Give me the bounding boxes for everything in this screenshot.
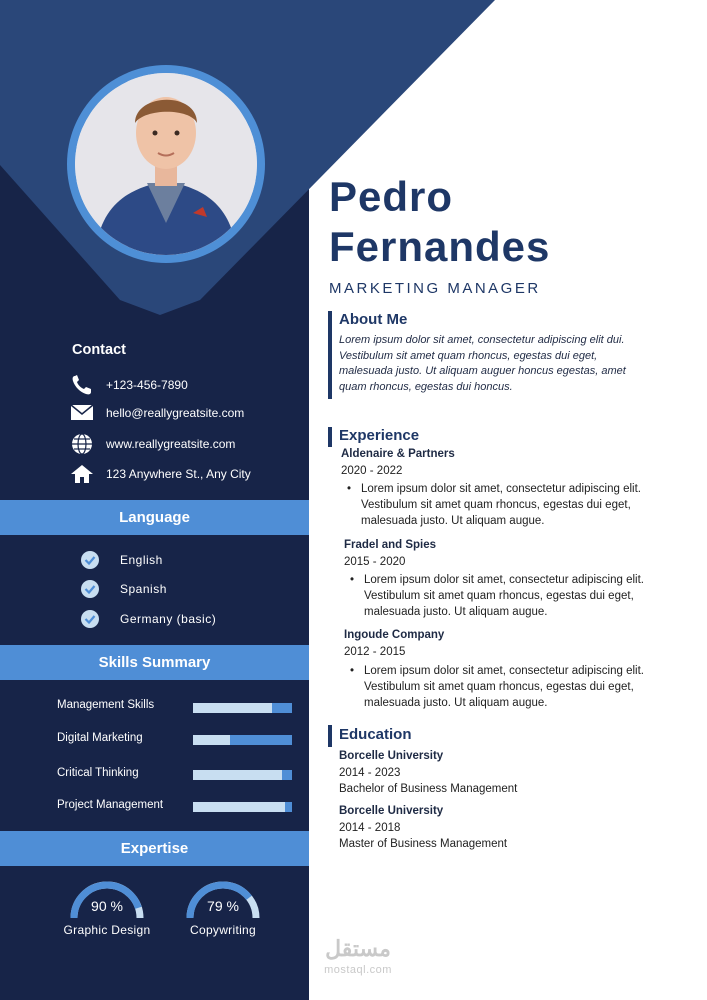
gauge-label: Copywriting bbox=[190, 923, 256, 937]
page-title bbox=[329, 172, 550, 272]
experience-bullet bbox=[350, 572, 656, 620]
about-text: Lorem ipsum dolor sit amet, consectetur adipiscing elit dui. Vestibulum sit amet quam rhoncus, egestas dui eget, malesuada justo. Ut aliquam auguer honcus egestas, amet quam rhoncus, egestas dui honcus. bbox=[339, 334, 626, 393]
experience-company: Ingoude Company bbox=[344, 629, 445, 641]
contact-address bbox=[70, 463, 300, 485]
experience-bullet-text: Lorem ipsum dolor sit amet, consectetur adipiscing elit. Vestibulum sit amet quam rhoncus, egestas dui eget, malesuada justo. Ut aliquam augue. bbox=[364, 665, 644, 709]
contact-email bbox=[70, 402, 300, 424]
skills-heading: Skills Summary bbox=[0, 645, 309, 680]
experience-heading: Experience bbox=[339, 427, 420, 444]
experience-company: Fradel and Spies bbox=[344, 539, 437, 551]
language-item bbox=[80, 579, 280, 599]
education-accent-bar bbox=[328, 725, 332, 747]
education-school: Borcelle University bbox=[339, 750, 444, 762]
education-degree: Bachelor of Business Management bbox=[339, 783, 518, 795]
language-label: English bbox=[120, 553, 163, 567]
check-icon bbox=[80, 609, 100, 629]
education-degree: Master of Business Management bbox=[339, 838, 508, 850]
watermark-arabic: مستقل bbox=[325, 936, 391, 961]
expertise-gauge bbox=[47, 878, 167, 948]
experience-bullet bbox=[350, 663, 656, 711]
skill-label: Management Skills bbox=[57, 699, 155, 711]
language-label: Germany (basic) bbox=[120, 612, 217, 626]
contact-email-text[interactable]: hello@reallygreatsite.com bbox=[106, 406, 245, 420]
watermark bbox=[310, 936, 406, 982]
home-icon bbox=[70, 463, 94, 485]
watermark-latin: mostaql.com bbox=[324, 964, 392, 976]
gauge-label: Graphic Design bbox=[63, 923, 151, 937]
check-icon bbox=[80, 579, 100, 599]
skill-label: Critical Thinking bbox=[57, 767, 139, 779]
job-title: MARKETING MANAGER bbox=[329, 280, 541, 297]
education-school: Borcelle University bbox=[339, 805, 444, 817]
experience-years: 2020 - 2022 bbox=[341, 465, 403, 477]
first-name: Pedro bbox=[329, 173, 454, 220]
expertise-heading: Expertise bbox=[0, 831, 309, 866]
bullet-dot: • bbox=[347, 483, 352, 495]
contact-phone bbox=[70, 374, 300, 396]
gauge-value: 90 % bbox=[91, 898, 123, 914]
about-accent-bar bbox=[328, 311, 332, 399]
about-heading: About Me bbox=[339, 311, 408, 328]
bullet-dot: • bbox=[350, 665, 355, 677]
language-label: Spanish bbox=[120, 582, 167, 596]
contact-phone-text[interactable]: +123-456-7890 bbox=[106, 378, 188, 392]
email-icon bbox=[70, 402, 94, 424]
gauge-value: 79 % bbox=[207, 898, 239, 914]
skill-bar-fill bbox=[193, 735, 230, 745]
bullet-dot: • bbox=[350, 574, 355, 586]
skill-bar-fill bbox=[193, 770, 282, 780]
education-years: 2014 - 2018 bbox=[339, 822, 401, 834]
education-years: 2014 - 2023 bbox=[339, 767, 401, 779]
avatar-portrait bbox=[75, 73, 257, 255]
experience-years: 2012 - 2015 bbox=[344, 646, 406, 658]
phone-icon bbox=[70, 374, 94, 396]
skill-bar bbox=[193, 802, 292, 812]
language-item bbox=[80, 550, 280, 570]
globe-icon bbox=[70, 433, 94, 455]
contact-address-text: 123 Anywhere St., Any City bbox=[106, 467, 251, 481]
skill-bar-fill bbox=[193, 703, 272, 713]
skill-label: Digital Marketing bbox=[57, 732, 143, 744]
skill-bar bbox=[193, 703, 292, 713]
contact-website bbox=[70, 433, 300, 455]
language-item bbox=[80, 609, 280, 629]
experience-bullet bbox=[347, 481, 653, 529]
experience-company: Aldenaire & Partners bbox=[341, 448, 455, 460]
skill-bar bbox=[193, 735, 292, 745]
avatar bbox=[75, 73, 257, 255]
check-icon bbox=[80, 550, 100, 570]
skill-bar bbox=[193, 770, 292, 780]
skill-bar-fill bbox=[193, 802, 285, 812]
experience-years: 2015 - 2020 bbox=[344, 556, 406, 568]
education-heading: Education bbox=[339, 726, 412, 743]
experience-bullet-text: Lorem ipsum dolor sit amet, consectetur adipiscing elit. Vestibulum sit amet quam rhoncus, egestas dui eget, malesuada justo. Ut aliquam augue. bbox=[364, 574, 644, 618]
language-heading: Language bbox=[0, 500, 309, 535]
experience-accent-bar bbox=[328, 427, 332, 447]
experience-bullet-text: Lorem ipsum dolor sit amet, consectetur adipiscing elit. Vestibulum sit amet quam rhoncus, egestas dui eget, malesuada justo. Ut aliquam augue. bbox=[361, 483, 641, 527]
contact-website-text[interactable]: www.reallygreatsite.com bbox=[106, 437, 236, 451]
expertise-gauge bbox=[163, 878, 283, 948]
contact-heading: Contact bbox=[72, 342, 126, 358]
last-name: Fernandes bbox=[329, 223, 551, 270]
skill-label: Project Management bbox=[57, 799, 164, 811]
